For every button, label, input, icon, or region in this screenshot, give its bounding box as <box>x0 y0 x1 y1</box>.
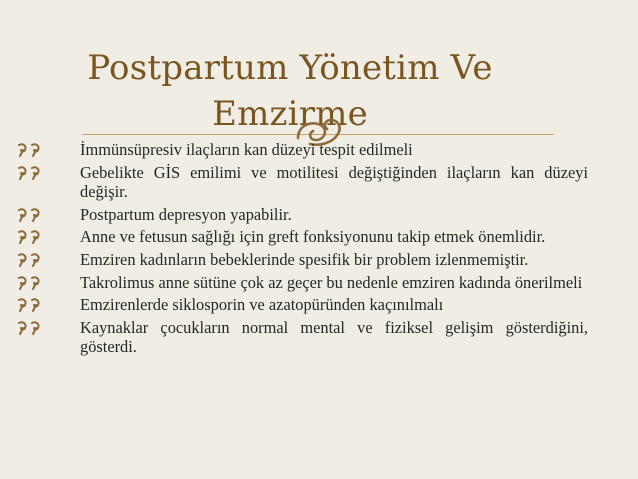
bullet-text: Anne ve fetusun sağlığı için greft fonksiyonunu takip etmek önemlidir. <box>80 227 546 247</box>
bullet-item <box>16 227 588 246</box>
bullet-item <box>16 273 588 292</box>
bullet-item <box>16 205 588 224</box>
dagger-pair-icon <box>16 207 46 223</box>
bullet-item <box>16 250 588 269</box>
dagger-pair-icon <box>16 229 46 245</box>
title-line-2: Emzirme <box>212 93 368 134</box>
slide-title <box>0 45 580 137</box>
bullet-text: Kaynaklar çocukların normal mental ve fiziksel gelişim gösterdiğini, gösterdi. <box>80 318 588 357</box>
dagger-pair-icon <box>16 275 46 291</box>
bullet-text: Emziren kadınların bebeklerinde spesifik bir problem izlenmemiştir. <box>80 250 529 270</box>
bullet-text: Emzirenlerde siklosporin ve azatopüründen kaçınılmalı <box>80 295 444 315</box>
bullet-text: Takrolimus anne sütüne çok az geçer bu nedenle emziren kadında önerilmeli <box>80 272 583 292</box>
dagger-pair-icon <box>16 252 46 268</box>
bullet-item <box>16 318 588 356</box>
bullet-text: Gebelikte GİS emilimi ve motilitesi değiştiğinden ilaçların kan düzeyi değişir. <box>80 162 588 201</box>
bullet-item <box>16 163 588 201</box>
bullet-list <box>16 140 588 360</box>
dagger-pair-icon <box>16 320 46 336</box>
dagger-pair-icon <box>16 165 46 181</box>
bullet-text: İmmünsüpresiv ilaçların kan düzeyi tespit edilmeli <box>80 140 413 159</box>
dagger-pair-icon <box>16 142 46 158</box>
bullet-item <box>16 140 588 159</box>
dagger-pair-icon <box>16 297 46 313</box>
bullet-text: Postpartum depresyon yapabilir. <box>80 204 292 224</box>
title-line-1: Postpartum Yönetim Ve <box>87 47 493 88</box>
bullet-item <box>16 295 588 314</box>
